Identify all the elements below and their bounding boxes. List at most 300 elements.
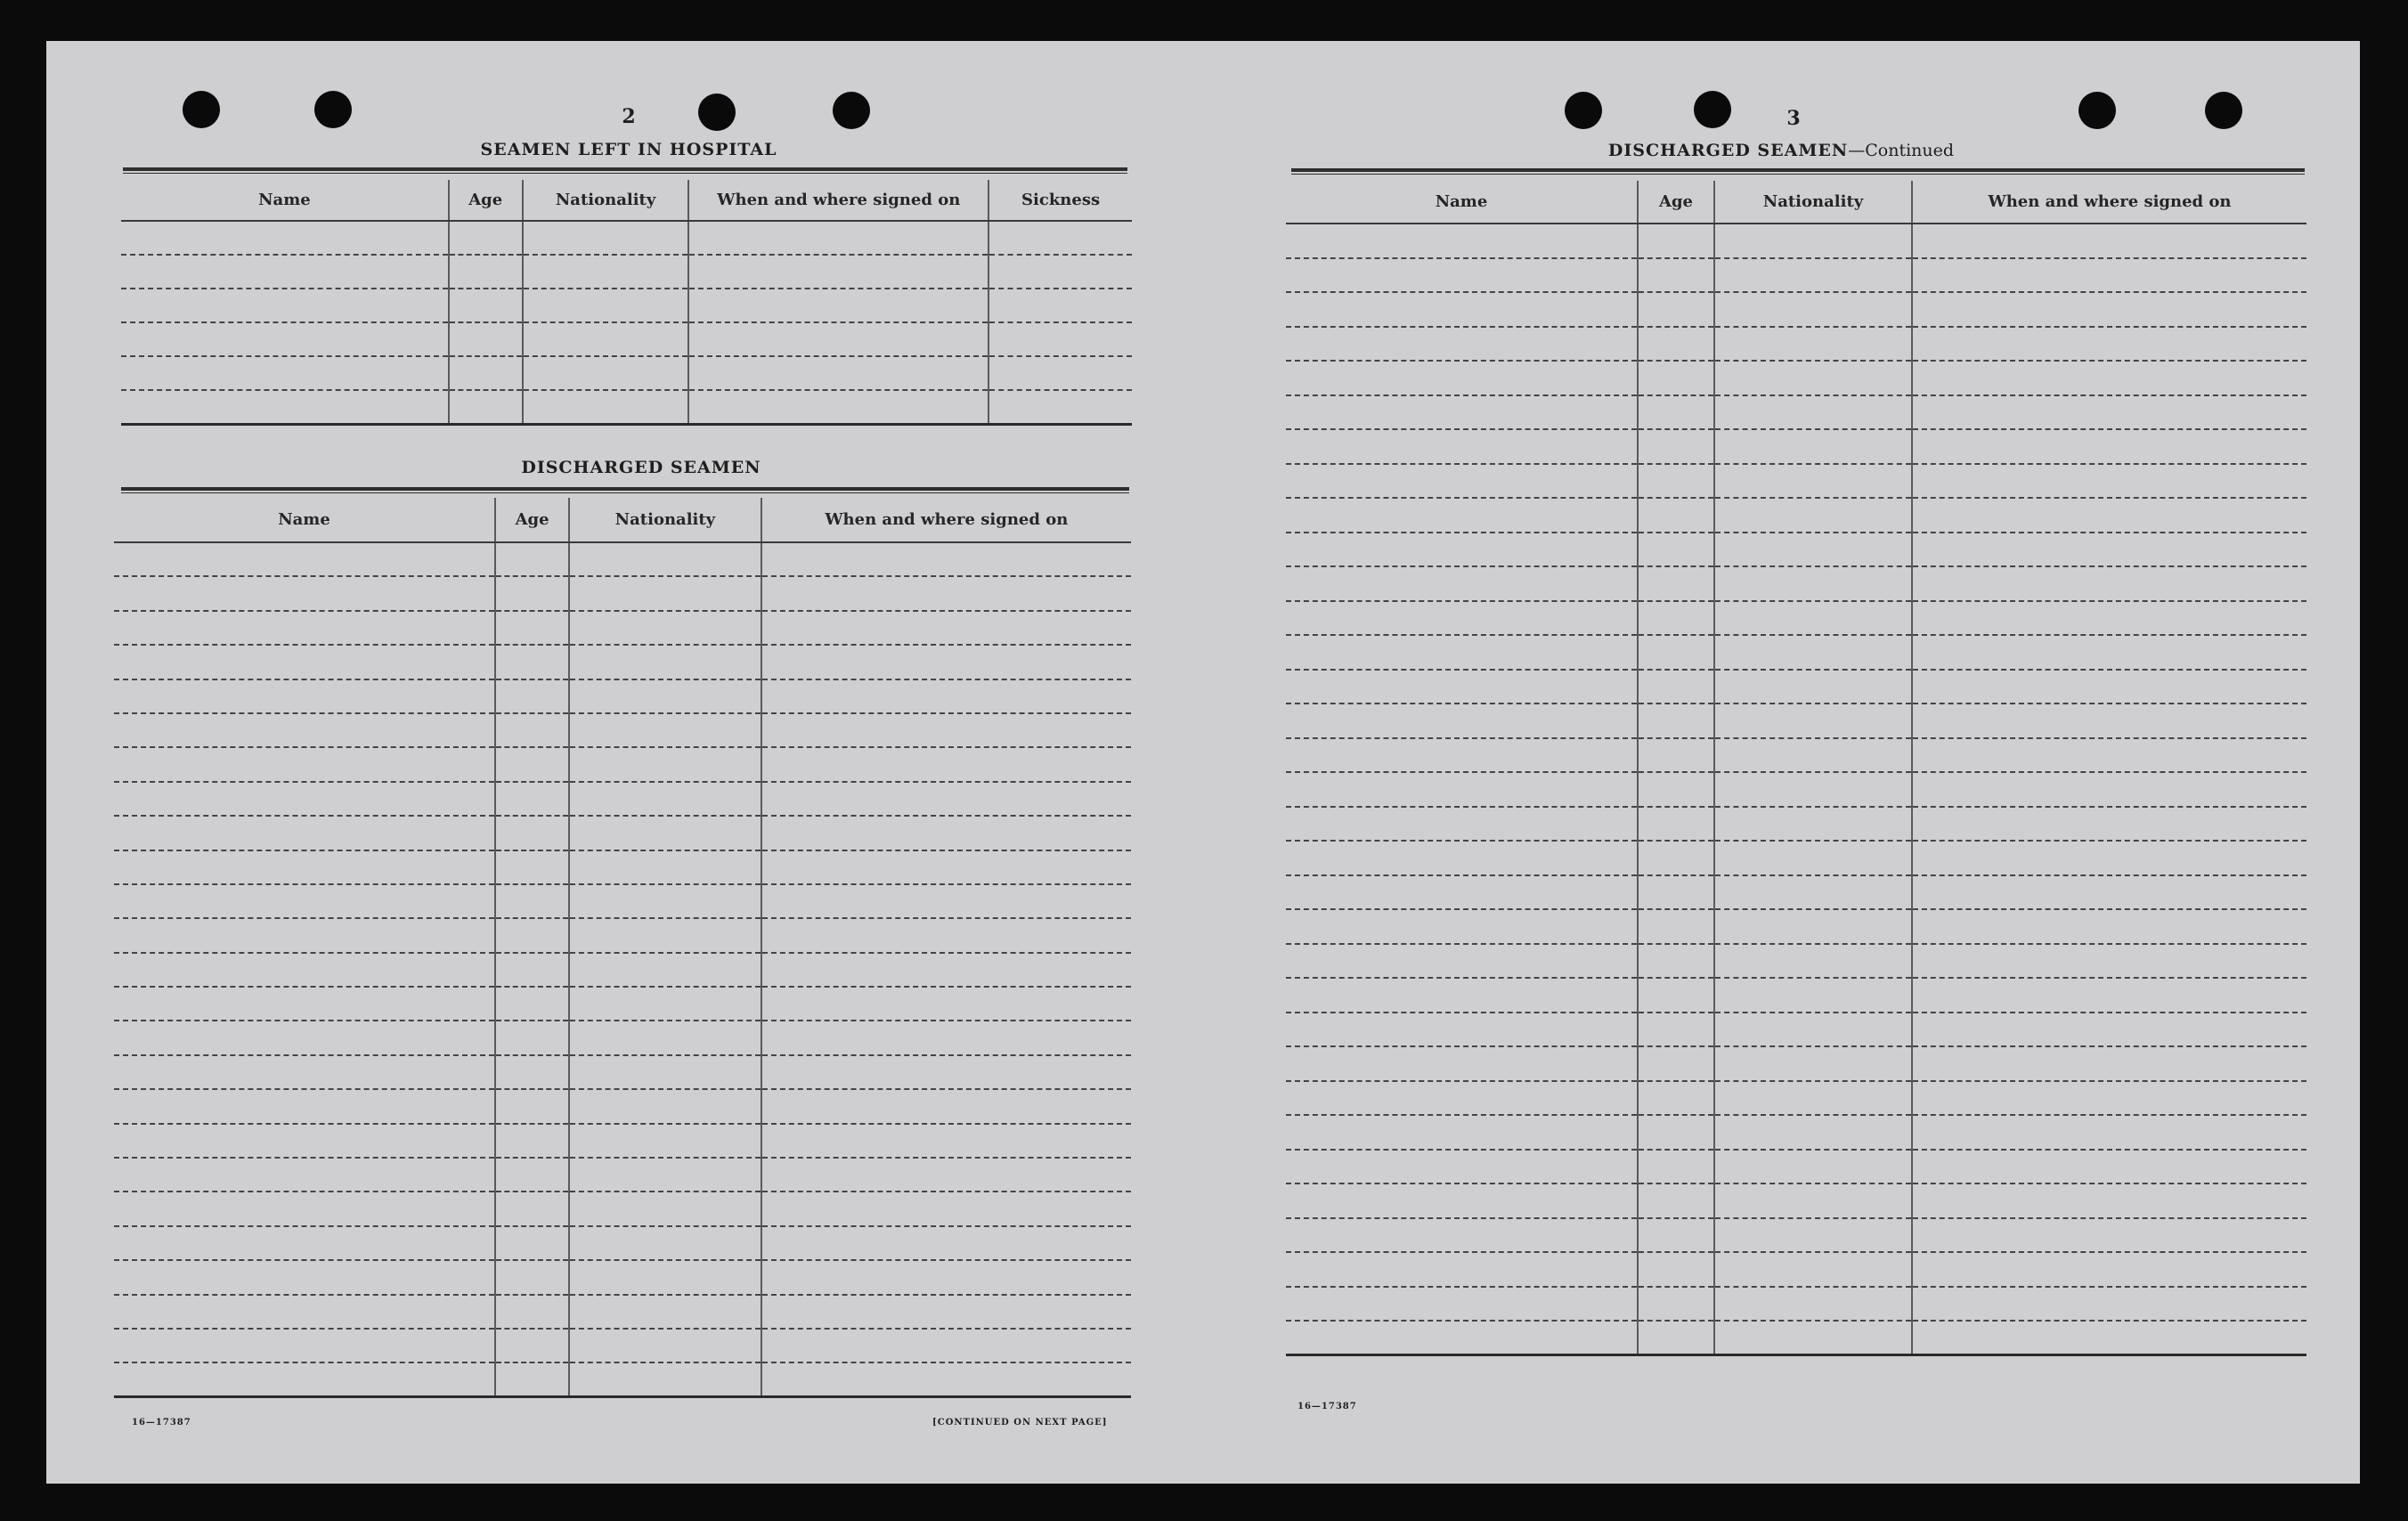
blank-entry-cell[interactable]: [761, 645, 1131, 679]
blank-entry-cell[interactable]: [569, 611, 761, 645]
table-row: [1286, 327, 2306, 362]
blank-entry-cell[interactable]: [1714, 395, 1912, 430]
blank-entry-cell[interactable]: [114, 645, 495, 679]
table-row: [114, 1055, 1131, 1089]
blank-entry-cell[interactable]: [114, 747, 495, 781]
blank-entry-cell[interactable]: [761, 816, 1131, 850]
blank-entry-cell[interactable]: [449, 390, 523, 424]
blank-entry-cell[interactable]: [988, 390, 1132, 424]
table-row: [121, 255, 1132, 289]
blank-entry-cell[interactable]: [569, 1295, 761, 1329]
blank-entry-cell[interactable]: [1286, 498, 1638, 533]
blank-entry-cell[interactable]: [1912, 429, 2306, 464]
blank-entry-cell[interactable]: [1638, 944, 1714, 979]
blank-entry-cell[interactable]: [761, 747, 1131, 781]
blank-entry-cell[interactable]: [569, 645, 761, 679]
blank-entry-cell[interactable]: [495, 816, 569, 850]
blank-entry-cell[interactable]: [114, 1362, 495, 1396]
blank-entry-cell[interactable]: [1714, 601, 1912, 636]
blank-entry-cell[interactable]: [1714, 1183, 1912, 1218]
blank-entry-cell[interactable]: [761, 679, 1131, 713]
blank-entry-cell[interactable]: [761, 953, 1131, 987]
blank-entry-cell[interactable]: [569, 747, 761, 781]
blank-entry-cell[interactable]: [1714, 635, 1912, 670]
blank-entry-cell[interactable]: [495, 1226, 569, 1260]
blank-entry-cell[interactable]: [569, 1226, 761, 1260]
column-header-age: Age: [495, 498, 569, 542]
blank-entry-cell[interactable]: [523, 356, 689, 390]
blank-entry-cell[interactable]: [114, 1260, 495, 1294]
blank-entry-cell[interactable]: [1286, 807, 1638, 842]
blank-entry-cell[interactable]: [1286, 464, 1638, 499]
blank-entry-cell[interactable]: [1714, 1287, 1912, 1322]
blank-entry-cell[interactable]: [495, 1362, 569, 1396]
blank-entry-cell[interactable]: [1286, 978, 1638, 1013]
blank-entry-cell[interactable]: [761, 1055, 1131, 1089]
blank-entry-cell[interactable]: [1912, 704, 2306, 738]
table-row: [1286, 1081, 2306, 1116]
blank-entry-cell[interactable]: [114, 611, 495, 645]
blank-entry-cell[interactable]: [1912, 292, 2306, 327]
blank-entry-cell[interactable]: [1638, 292, 1714, 327]
blank-entry-cell[interactable]: [1286, 292, 1638, 327]
table-row: [114, 1021, 1131, 1054]
table-row: [114, 1124, 1131, 1158]
blank-entry-cell[interactable]: [1286, 566, 1638, 601]
discharged-section-title: DISCHARGED SEAMEN: [521, 458, 761, 477]
blank-entry-cell[interactable]: [1638, 1321, 1714, 1355]
blank-entry-cell[interactable]: [569, 1158, 761, 1192]
table-row: [1286, 395, 2306, 430]
blank-entry-cell[interactable]: [1638, 772, 1714, 807]
blank-entry-cell[interactable]: [121, 390, 449, 424]
blank-entry-cell[interactable]: [1286, 533, 1638, 567]
blank-entry-cell[interactable]: [114, 542, 495, 576]
blank-entry-cell[interactable]: [495, 1158, 569, 1192]
blank-entry-cell[interactable]: [761, 1260, 1131, 1294]
blank-entry-cell[interactable]: [495, 542, 569, 576]
blank-entry-cell[interactable]: [1714, 327, 1912, 362]
blank-entry-cell[interactable]: [121, 356, 449, 390]
blank-entry-cell[interactable]: [1638, 1081, 1714, 1116]
blank-entry-cell[interactable]: [761, 1021, 1131, 1054]
blank-entry-cell[interactable]: [1912, 327, 2306, 362]
blank-entry-cell[interactable]: [1912, 224, 2306, 258]
table-row: [1286, 1287, 2306, 1322]
blank-entry-cell[interactable]: [495, 953, 569, 987]
blank-entry-cell[interactable]: [988, 255, 1132, 289]
blank-entry-cell[interactable]: [1912, 1081, 2306, 1116]
blank-entry-cell[interactable]: [761, 1124, 1131, 1158]
blank-entry-cell[interactable]: [1714, 1115, 1912, 1150]
blank-entry-cell[interactable]: [495, 1295, 569, 1329]
blank-entry-cell[interactable]: [114, 679, 495, 713]
punch-hole-icon: [2205, 92, 2242, 129]
blank-entry-cell[interactable]: [761, 542, 1131, 576]
blank-entry-cell[interactable]: [761, 576, 1131, 610]
blank-entry-cell[interactable]: [1286, 841, 1638, 875]
blank-entry-cell[interactable]: [1912, 670, 2306, 704]
table-row: [1286, 772, 2306, 807]
blank-entry-cell[interactable]: [1286, 1046, 1638, 1081]
blank-entry-cell[interactable]: [569, 576, 761, 610]
blank-entry-cell[interactable]: [1638, 464, 1714, 499]
blank-entry-cell[interactable]: [1912, 1013, 2306, 1047]
blank-entry-cell[interactable]: [114, 782, 495, 816]
blank-entry-cell[interactable]: [495, 713, 569, 747]
blank-entry-cell[interactable]: [761, 611, 1131, 645]
blank-entry-cell[interactable]: [1912, 1218, 2306, 1253]
blank-entry-cell[interactable]: [1912, 635, 2306, 670]
blank-entry-cell[interactable]: [449, 255, 523, 289]
blank-entry-cell[interactable]: [1714, 875, 1912, 910]
blank-entry-cell[interactable]: [1286, 601, 1638, 636]
blank-entry-cell[interactable]: [1912, 1183, 2306, 1218]
blank-entry-cell[interactable]: [569, 542, 761, 576]
blank-entry-cell[interactable]: [1286, 1287, 1638, 1322]
blank-entry-cell[interactable]: [569, 850, 761, 884]
blank-entry-cell[interactable]: [114, 1192, 495, 1225]
table-row: [114, 918, 1131, 952]
blank-entry-cell[interactable]: [1638, 1252, 1714, 1287]
blank-entry-cell[interactable]: [114, 987, 495, 1021]
blank-entry-cell[interactable]: [1714, 258, 1912, 293]
blank-entry-cell[interactable]: [1714, 498, 1912, 533]
hospital-table: [121, 180, 1132, 426]
blank-entry-cell[interactable]: [1638, 738, 1714, 773]
blank-entry-cell[interactable]: [761, 987, 1131, 1021]
blank-entry-cell[interactable]: [1286, 1115, 1638, 1150]
blank-entry-cell[interactable]: [495, 1192, 569, 1225]
blank-entry-cell[interactable]: [761, 1089, 1131, 1123]
blank-entry-cell[interactable]: [1714, 429, 1912, 464]
blank-entry-cell[interactable]: [1286, 327, 1638, 362]
blank-entry-cell[interactable]: [495, 1124, 569, 1158]
blank-entry-cell[interactable]: [1638, 1046, 1714, 1081]
hospital-section-title: SEAMEN LEFT IN HOSPITAL: [480, 140, 777, 159]
blank-entry-cell[interactable]: [569, 987, 761, 1021]
blank-entry-cell[interactable]: [1286, 704, 1638, 738]
blank-entry-cell[interactable]: [1912, 738, 2306, 773]
table-row: [1286, 635, 2306, 670]
blank-entry-cell[interactable]: [761, 1226, 1131, 1260]
blank-entry-cell[interactable]: [1714, 566, 1912, 601]
blank-entry-cell[interactable]: [449, 221, 523, 255]
blank-entry-cell[interactable]: [1912, 944, 2306, 979]
blank-entry-cell[interactable]: [1912, 875, 2306, 910]
blank-entry-cell[interactable]: [449, 356, 523, 390]
table-row: [121, 221, 1132, 255]
blank-entry-cell[interactable]: [495, 1021, 569, 1054]
blank-entry-cell[interactable]: [688, 356, 988, 390]
blank-entry-cell[interactable]: [569, 1089, 761, 1123]
blank-entry-cell[interactable]: [1638, 635, 1714, 670]
blank-entry-cell[interactable]: [1912, 1321, 2306, 1355]
blank-entry-cell[interactable]: [1638, 1287, 1714, 1322]
blank-entry-cell[interactable]: [1912, 909, 2306, 944]
blank-entry-cell[interactable]: [1714, 1150, 1912, 1184]
blank-entry-cell[interactable]: [1714, 1218, 1912, 1253]
blank-entry-cell[interactable]: [1714, 909, 1912, 944]
blank-entry-cell[interactable]: [761, 884, 1131, 918]
blank-entry-cell[interactable]: [569, 1362, 761, 1396]
blank-entry-cell[interactable]: [1912, 533, 2306, 567]
blank-entry-cell[interactable]: [1638, 601, 1714, 636]
blank-entry-cell[interactable]: [1912, 566, 2306, 601]
blank-entry-cell[interactable]: [1638, 533, 1714, 567]
blank-entry-cell[interactable]: [449, 289, 523, 322]
table-row: [1286, 498, 2306, 533]
blank-entry-cell[interactable]: [1286, 361, 1638, 395]
blank-entry-cell[interactable]: [1912, 464, 2306, 499]
blank-entry-cell[interactable]: [495, 884, 569, 918]
blank-entry-cell[interactable]: [495, 747, 569, 781]
blank-entry-cell[interactable]: [495, 645, 569, 679]
blank-entry-cell[interactable]: [1638, 704, 1714, 738]
blank-entry-cell[interactable]: [761, 918, 1131, 952]
blank-entry-cell[interactable]: [1912, 841, 2306, 875]
blank-entry-cell[interactable]: [114, 713, 495, 747]
blank-entry-cell[interactable]: [1714, 772, 1912, 807]
blank-entry-cell[interactable]: [114, 1021, 495, 1054]
blank-entry-cell[interactable]: [1286, 224, 1638, 258]
blank-entry-cell[interactable]: [1912, 395, 2306, 430]
blank-entry-cell[interactable]: [495, 1089, 569, 1123]
blank-entry-cell[interactable]: [1286, 1013, 1638, 1047]
blank-entry-cell[interactable]: [495, 1055, 569, 1089]
blank-entry-cell[interactable]: [1286, 944, 1638, 979]
blank-entry-cell[interactable]: [988, 322, 1132, 356]
blank-entry-cell[interactable]: [523, 289, 689, 322]
blank-entry-cell[interactable]: [1912, 1115, 2306, 1150]
blank-entry-cell[interactable]: [1714, 807, 1912, 842]
blank-entry-cell[interactable]: [1638, 395, 1714, 430]
blank-entry-cell[interactable]: [761, 1158, 1131, 1192]
blank-entry-cell[interactable]: [1912, 772, 2306, 807]
blank-entry-cell[interactable]: [114, 1329, 495, 1362]
blank-entry-cell[interactable]: [761, 782, 1131, 816]
blank-entry-cell[interactable]: [1286, 1081, 1638, 1116]
blank-entry-cell[interactable]: [1638, 807, 1714, 842]
blank-entry-cell[interactable]: [121, 289, 449, 322]
blank-entry-cell[interactable]: [1714, 464, 1912, 499]
blank-entry-cell[interactable]: [569, 1055, 761, 1089]
page-number: 2: [622, 105, 636, 128]
blank-entry-cell[interactable]: [1714, 738, 1912, 773]
blank-entry-cell[interactable]: [688, 221, 988, 255]
blank-entry-cell[interactable]: [121, 255, 449, 289]
blank-entry-cell[interactable]: [1912, 807, 2306, 842]
blank-entry-cell[interactable]: [1286, 635, 1638, 670]
blank-entry-cell[interactable]: [1714, 361, 1912, 395]
table-row: [1286, 670, 2306, 704]
blank-entry-cell[interactable]: [495, 1329, 569, 1362]
table-row: [114, 1295, 1131, 1329]
blank-entry-cell[interactable]: [1638, 566, 1714, 601]
blank-entry-cell[interactable]: [569, 816, 761, 850]
blank-entry-cell[interactable]: [1912, 361, 2306, 395]
blank-entry-cell[interactable]: [1714, 1046, 1912, 1081]
blank-entry-cell[interactable]: [114, 576, 495, 610]
table-row: [1286, 361, 2306, 395]
blank-entry-cell[interactable]: [495, 782, 569, 816]
blank-entry-cell[interactable]: [569, 679, 761, 713]
column-header-when-and-where-signed-on: When and where signed on: [761, 498, 1131, 542]
continued-note: [CONTINUED ON NEXT PAGE]: [932, 1418, 1108, 1427]
blank-entry-cell[interactable]: [1638, 429, 1714, 464]
blank-entry-cell[interactable]: [495, 611, 569, 645]
blank-entry-cell[interactable]: [1286, 670, 1638, 704]
blank-entry-cell[interactable]: [1286, 429, 1638, 464]
blank-entry-cell[interactable]: [114, 816, 495, 850]
blank-entry-cell[interactable]: [495, 1260, 569, 1294]
blank-entry-cell[interactable]: [1286, 738, 1638, 773]
blank-entry-cell[interactable]: [1638, 1183, 1714, 1218]
blank-entry-cell[interactable]: [761, 1362, 1131, 1396]
blank-entry-cell[interactable]: [1638, 327, 1714, 362]
blank-entry-cell[interactable]: [569, 1192, 761, 1225]
punch-hole-icon: [1694, 91, 1731, 128]
blank-entry-cell[interactable]: [688, 255, 988, 289]
blank-entry-cell[interactable]: [523, 390, 689, 424]
blank-entry-cell[interactable]: [688, 322, 988, 356]
blank-entry-cell[interactable]: [114, 1158, 495, 1192]
blank-entry-cell[interactable]: [495, 576, 569, 610]
blank-entry-cell[interactable]: [1286, 772, 1638, 807]
blank-entry-cell[interactable]: [523, 322, 689, 356]
blank-entry-cell[interactable]: [1912, 258, 2306, 293]
blank-entry-cell[interactable]: [114, 1226, 495, 1260]
blank-entry-cell[interactable]: [1638, 875, 1714, 910]
blank-entry-cell[interactable]: [114, 1089, 495, 1123]
blank-entry-cell[interactable]: [1714, 1252, 1912, 1287]
blank-entry-cell[interactable]: [1714, 1321, 1912, 1355]
blank-entry-cell[interactable]: [1714, 224, 1912, 258]
blank-entry-cell[interactable]: [688, 289, 988, 322]
table-row: [1286, 601, 2306, 636]
blank-entry-cell[interactable]: [1638, 498, 1714, 533]
blank-entry-cell[interactable]: [761, 1192, 1131, 1225]
blank-entry-cell[interactable]: [1638, 1013, 1714, 1047]
blank-entry-cell[interactable]: [114, 884, 495, 918]
blank-entry-cell[interactable]: [114, 1124, 495, 1158]
blank-entry-cell[interactable]: [1286, 1150, 1638, 1184]
table-row: [114, 1362, 1131, 1396]
blank-entry-cell[interactable]: [114, 850, 495, 884]
blank-entry-cell[interactable]: [1714, 978, 1912, 1013]
blank-entry-cell[interactable]: [1714, 292, 1912, 327]
blank-entry-cell[interactable]: [1286, 875, 1638, 910]
blank-entry-cell[interactable]: [569, 1021, 761, 1054]
blank-entry-cell[interactable]: [1286, 1321, 1638, 1355]
blank-entry-cell[interactable]: [1714, 533, 1912, 567]
blank-entry-cell[interactable]: [1638, 1218, 1714, 1253]
table-row: [1286, 944, 2306, 979]
blank-entry-cell[interactable]: [761, 1329, 1131, 1362]
blank-entry-cell[interactable]: [1638, 978, 1714, 1013]
blank-entry-cell[interactable]: [114, 918, 495, 952]
blank-entry-cell[interactable]: [495, 987, 569, 1021]
column-header-name: Name: [114, 498, 495, 542]
table-row: [1286, 1183, 2306, 1218]
blank-entry-cell[interactable]: [1714, 1081, 1912, 1116]
blank-entry-cell[interactable]: [1638, 1150, 1714, 1184]
blank-entry-cell[interactable]: [1638, 909, 1714, 944]
blank-entry-cell[interactable]: [761, 713, 1131, 747]
column-header-name: Name: [1286, 181, 1638, 224]
blank-entry-cell[interactable]: [1912, 601, 2306, 636]
blank-entry-cell[interactable]: [495, 918, 569, 952]
blank-entry-cell[interactable]: [1714, 841, 1912, 875]
blank-entry-cell[interactable]: [1286, 1183, 1638, 1218]
blank-entry-cell[interactable]: [523, 221, 689, 255]
blank-entry-cell[interactable]: [569, 953, 761, 987]
blank-entry-cell[interactable]: [114, 1295, 495, 1329]
blank-entry-cell[interactable]: [1912, 978, 2306, 1013]
blank-entry-cell[interactable]: [1912, 1287, 2306, 1322]
blank-entry-cell[interactable]: [1638, 670, 1714, 704]
blank-entry-cell[interactable]: [569, 1124, 761, 1158]
blank-entry-cell[interactable]: [569, 918, 761, 952]
blank-entry-cell[interactable]: [761, 850, 1131, 884]
blank-entry-cell[interactable]: [569, 1329, 761, 1362]
blank-entry-cell[interactable]: [1912, 498, 2306, 533]
blank-entry-cell[interactable]: [569, 782, 761, 816]
blank-entry-cell[interactable]: [121, 221, 449, 255]
blank-entry-cell[interactable]: [1286, 395, 1638, 430]
table-row: [1286, 704, 2306, 738]
blank-entry-cell[interactable]: [1912, 1046, 2306, 1081]
blank-entry-cell[interactable]: [495, 850, 569, 884]
blank-entry-cell[interactable]: [1286, 1218, 1638, 1253]
blank-entry-cell[interactable]: [1638, 361, 1714, 395]
blank-entry-cell[interactable]: [569, 884, 761, 918]
blank-entry-cell[interactable]: [688, 390, 988, 424]
table-row: [114, 987, 1131, 1021]
blank-entry-cell[interactable]: [1714, 670, 1912, 704]
blank-entry-cell[interactable]: [1714, 704, 1912, 738]
blank-entry-cell[interactable]: [1638, 841, 1714, 875]
blank-entry-cell[interactable]: [449, 322, 523, 356]
blank-entry-cell[interactable]: [1638, 1115, 1714, 1150]
blank-entry-cell[interactable]: [1286, 1252, 1638, 1287]
blank-entry-cell[interactable]: [1638, 224, 1714, 258]
blank-entry-cell[interactable]: [1714, 1013, 1912, 1047]
blank-entry-cell[interactable]: [569, 713, 761, 747]
blank-entry-cell[interactable]: [1638, 258, 1714, 293]
blank-entry-cell[interactable]: [988, 356, 1132, 390]
table-row: [1286, 738, 2306, 773]
table-row: [114, 1226, 1131, 1260]
table-row: [1286, 464, 2306, 499]
blank-entry-cell[interactable]: [1912, 1150, 2306, 1184]
blank-entry-cell[interactable]: [523, 255, 689, 289]
table-row: [114, 645, 1131, 679]
blank-entry-cell[interactable]: [114, 953, 495, 987]
blank-entry-cell[interactable]: [569, 1260, 761, 1294]
blank-entry-cell[interactable]: [761, 1295, 1131, 1329]
blank-entry-cell[interactable]: [1714, 944, 1912, 979]
blank-entry-cell[interactable]: [988, 289, 1132, 322]
blank-entry-cell[interactable]: [114, 1055, 495, 1089]
blank-entry-cell[interactable]: [495, 679, 569, 713]
blank-entry-cell[interactable]: [1912, 1252, 2306, 1287]
table-row: [1286, 841, 2306, 875]
blank-entry-cell[interactable]: [988, 221, 1132, 255]
blank-entry-cell[interactable]: [1286, 909, 1638, 944]
blank-entry-cell[interactable]: [1286, 258, 1638, 293]
blank-entry-cell[interactable]: [121, 322, 449, 356]
